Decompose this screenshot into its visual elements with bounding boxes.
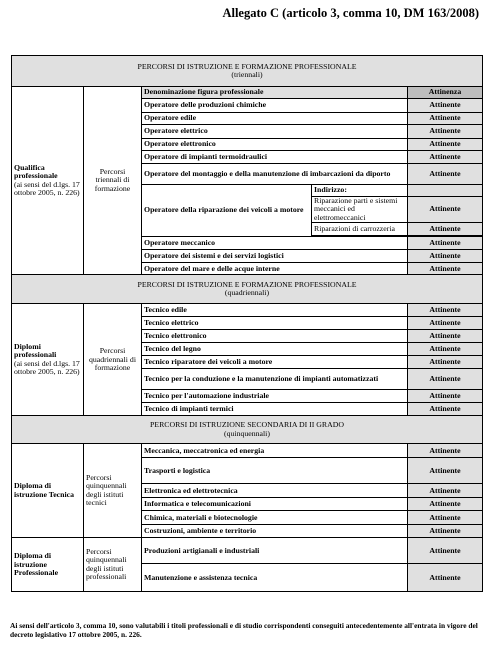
attinenza-value: Attinente [408,498,483,511]
group-title: Qualifica professionale [14,162,58,181]
column-header-attinenza: Attinenza [408,87,483,99]
attinenza-value: Attinente [408,237,483,250]
group-qualifica-professionale [12,87,84,275]
path-quadriennali: Percorsi quadriennali di formazione [84,304,142,416]
profile-name: Manutenzione e assistenza tecnica [142,564,408,592]
indirizzo-meccanici: Riparazione parti e sistemi meccanici ed elettromeccanici [312,197,408,223]
section-title: PERCORSI DI ISTRUZIONE E FORMAZIONE PROFESSIONALE [137,279,357,289]
profile-name: Operatore dei sistemi e dei servizi logistici [142,250,408,263]
section-quadriennali-header [12,275,483,304]
group-title: Diplomi professionali [14,341,57,360]
profile-name: Operatore del montaggio e della manutenzione di imbarcazioni da diporto [142,164,408,185]
profile-name: Tecnico elettrico [142,317,408,330]
profile-name: Tecnico riparatore dei veicoli a motore [142,356,408,369]
column-header-denominazione: Denominazione figura professionale [142,87,408,99]
footnote: Ai sensi dell'articolo 3, comma 10, sono valutabili i titoli professionali e di studio corrispondenti conseguiti antecedentemente all'entrata in vigore del decreto legislativo 17 ottobre 2005, n. 226. [10,621,478,639]
table-row [12,444,483,458]
attinenza-value: Attinente [408,458,483,484]
indirizzo-blank [408,185,483,197]
attinenza-value: Attinente [408,113,483,125]
attinenza-value: Attinente [408,330,483,343]
profile-name: Costruzioni, ambiente e territorio [142,525,408,538]
attinenza-value: Attinente [408,317,483,330]
section-subtitle: (quadriennali) [224,288,270,298]
group-note: (ai sensi del d.lgs. 17 ottobre 2005, n. 226) [14,358,80,377]
profile-name: Operatore meccanico [142,237,408,250]
attinenza-value: Attinente [408,164,483,185]
attinenza-value: Attinente [408,139,483,151]
attinenza-value: Attinente [408,197,483,223]
attinenza-value: Attinente [408,564,483,592]
profile-name: Operatore delle produzioni chimiche [142,99,408,113]
profile-name: Produzioni artigianali e industriali [142,538,408,564]
attinenza-value: Attinente [408,525,483,538]
attinenza-value: Attinente [408,403,483,416]
path-istituti-professionali: Percorsi quinquennali degli istituti professionali [84,538,142,592]
group-diploma-tecnica: Diploma di istruzione Tecnica [12,444,84,538]
profile-name: Chimica, materiali e biotecnologie [142,511,408,525]
profile-name: Operatore elettrico [142,125,408,139]
attinenza-value: Attinente [408,125,483,139]
profile-name: Trasporti e logistica [142,458,408,484]
document-header: Allegato C (articolo 3, comma 10, DM 163/2008) [222,6,479,20]
section-title: PERCORSI DI ISTRUZIONE E FORMAZIONE PROFESSIONALE [137,61,357,71]
attinenza-value: Attinente [408,99,483,113]
attinenza-value: Attinente [408,390,483,403]
attinenza-value: Attinente [408,369,483,390]
attinenza-value: Attinente [408,250,483,263]
attinenza-table [11,55,483,592]
profile-name: Tecnico di impianti termici [142,403,408,416]
path-triennali: Percorsi triennali di formazione [84,87,142,275]
group-diploma-professionale: Diploma di istruzione Professionale [12,538,84,592]
profile-name: Tecnico per la conduzione e la manutenzione di impianti automatizzati [142,369,408,390]
attinenza-value: Attinente [408,484,483,498]
section-title: PERCORSI DI ISTRUZIONE SECONDARIA DI II GRADO [149,420,345,430]
profile-name: Operatore edile [142,113,408,125]
table-row [12,538,483,564]
profile-name: Elettronica ed elettrotecnica [142,484,408,498]
profile-name: Meccanica, meccatronica ed energia [142,444,408,458]
profile-name: Operatore di impianti termoidraulici [142,151,408,164]
profile-name: Tecnico elettronico [142,330,408,343]
attinenza-value: Attinente [408,538,483,564]
section-triennali-header [12,56,483,87]
attinenza-value: Attinente [408,223,483,236]
profile-name: Tecnico per l'automazione industriale [142,390,408,403]
attinenza-value: Attinente [408,444,483,458]
group-note: (ai sensi del d.lgs. 17 ottobre 2005, n. 226) [14,179,80,198]
attinenza-value: Attinente [408,343,483,356]
profile-name: Operatore del mare e delle acque interne [142,263,408,275]
attinenza-value: Attinente [408,304,483,317]
attinenza-value: Attinente [408,356,483,369]
attinenza-value: Attinente [408,511,483,525]
profile-name: Operatore elettronico [142,139,408,151]
profile-name: Tecnico edile [142,304,408,317]
indirizzo-carrozzeria: Riparazioni di carrozzeria [312,223,408,236]
indirizzo-label: Indirizzo: [312,185,408,197]
group-diplomi-professionali [12,304,84,416]
attinenza-value: Attinente [408,151,483,164]
path-istituti-tecnici: Percorsi quinquennali degli istituti tecnici [84,444,142,538]
profile-name: Informatica e telecomunicazioni [142,498,408,511]
section-subtitle: (quinquennali) [224,428,270,438]
table-row [12,304,483,317]
profile-name-riparazione: Operatore della riparazione dei veicoli a motore [142,185,312,237]
section-subtitle: (triennali) [231,70,263,79]
attinenza-value: Attinente [408,263,483,275]
profile-name: Tecnico del legno [142,343,408,356]
section-quinquennali-header [12,416,483,444]
